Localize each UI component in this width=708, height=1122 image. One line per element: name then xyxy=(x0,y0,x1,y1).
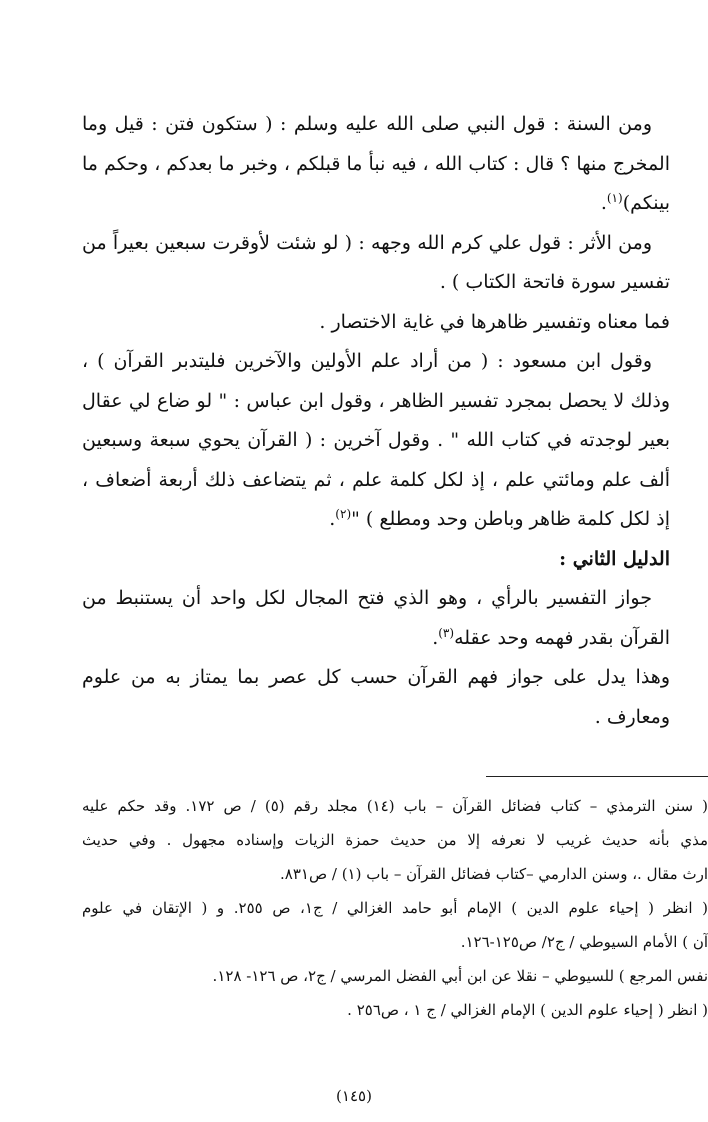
section-heading: الدليل الثاني : xyxy=(559,547,670,570)
paragraph-conclusion xyxy=(82,658,670,737)
footnotes xyxy=(82,789,708,1027)
paragraph-meaning-text: فما معناه وتفسير ظاهرها في غاية الاختصار . xyxy=(319,310,670,333)
footnote-line: مذي بأنه حديث غريب لا نعرفه إلا من حديث حمزة الزيات وإسناده مجهول . وفي حديث xyxy=(82,831,708,849)
footnote-ref-1: (١) xyxy=(606,191,623,205)
footnote-line: نفس المرجع ) للسيوطي – نقلا عن ابن أبي الفضل المرسي / ج٢، ص ١٢٦- ١٢٨. xyxy=(212,967,708,985)
paragraph-opinion-text: جواز التفسير بالرأي ، وهو الذي فتح المجال لكل واحد أن يستنبط من القرآن بقدر فهمه وحد عقله xyxy=(82,587,670,649)
paragraph-sunnah xyxy=(82,105,670,224)
page-number: (١٤٥) xyxy=(336,1087,372,1105)
footnote-line: ( سنن الترمذي – كتاب فضائل القرآن – باب (١٤) مجلد رقم (٥) / ص ١٧٢. وقد حكم عليه xyxy=(82,797,708,815)
footnote-line: ( انظر ( إحياء علوم الدين ) الإمام أبو حامد الغزالي / ج١، ص ٢٥٥. و ( الإتقان في علوم xyxy=(82,899,708,917)
paragraph-sunnah-text: ومن السنة : قول النبي صلى الله عليه وسلم : ( ستكون فتن : قيل وما المخرج منها ؟ قال : كتاب الله ، فيه نبأ ما قبلكم ، وخبر ما بعدكم ، وحكم ما بينكم) xyxy=(82,113,670,214)
paragraph-meaning xyxy=(82,303,670,343)
footnote-line: آن ) الأمام السيوطي / ج٢/ ص١٢٥-١٢٦. xyxy=(460,933,708,951)
paragraph-conclusion-text: وهذا يدل على جواز فهم القرآن حسب كل عصر بما يمتاز به من علوم ومعارف . xyxy=(82,666,670,728)
paragraph-opinion-end: . xyxy=(432,626,439,649)
main-text xyxy=(82,105,670,737)
paragraph-ibn-masud-text: وقول ابن مسعود : ( من أراد علم الأولين والآخرين فليتدبر القرآن ) ، وذلك لا يحصل بمجرد تفسير الظاهر ، وقول ابن عباس : " لو ضاع لي عقال بعير لوجدته في كتاب الله " . وقول آخرين : ( القرآن يحوي سبعة وسبعين ألف علم ومائتي علم ، إذ لكل كلمة علم ، ثم يتضاعف ذلك أربعة أضعاف ، إذ لكل كلمة ظاهر وباطن وحد ومطلع ) " xyxy=(82,350,670,530)
footnote-line: ( انظر ( إحياء علوم الدين ) الإمام الغزالي / ج ١ ، ص٢٥٦ . xyxy=(347,1001,708,1019)
paragraph-ibn-masud xyxy=(82,342,670,540)
paragraph-sunnah-end: . xyxy=(600,192,607,214)
paragraph-athar-text: ومن الأثر : قول علي كرم الله وجهه : ( لو شئت لأوقرت سبعين بعيراً من تفسير سورة فاتحة الكتاب ) . xyxy=(82,231,670,293)
paragraph-opinion xyxy=(82,579,670,658)
footnote-ref-2: (٢) xyxy=(335,507,352,521)
footnote-divider xyxy=(486,776,708,777)
paragraph-athar xyxy=(82,224,670,303)
paragraph-ibn-masud-end: . xyxy=(329,508,336,530)
footnote-ref-3: (٣) xyxy=(438,625,455,640)
footnote-line: ارث مقال .، وسنن الدارمي –كتاب فضائل القرآن – باب (١) / ص٨٣١. xyxy=(280,865,708,883)
